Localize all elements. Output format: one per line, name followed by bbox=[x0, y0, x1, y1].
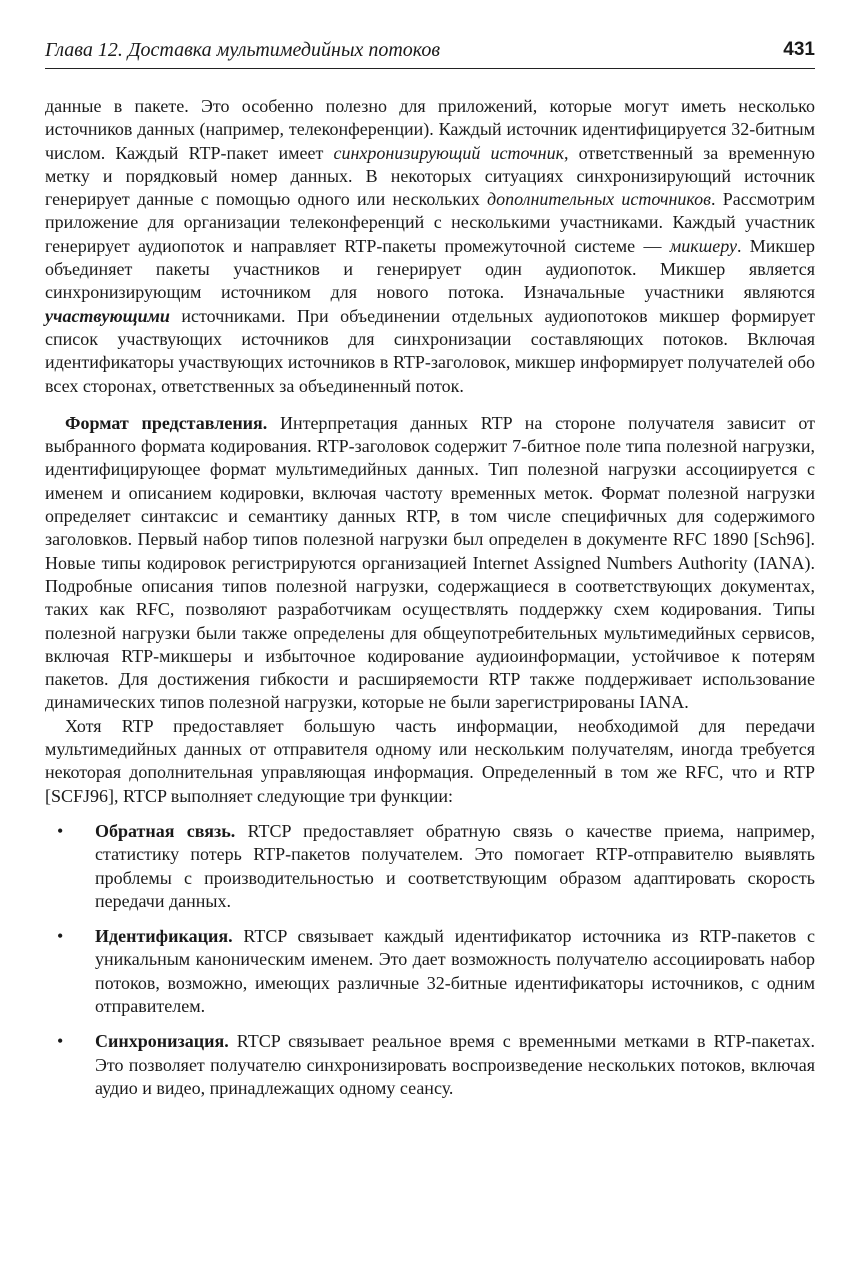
item-heading: Обратная связь. bbox=[95, 820, 236, 841]
term-mixer: микшеру bbox=[669, 235, 737, 256]
text-run: . Рассмотрим приложение для организации телеконференций с несколькими участниками. Каждый участник генерирует аудиопоток и направляет RTP-пакеты промежуточной системе — bbox=[45, 189, 815, 256]
page-body bbox=[45, 95, 815, 1100]
chapter-title: Глава 12. Доставка мультимедийных потоков bbox=[45, 39, 441, 61]
item-text: RTCP связывает реальное время с временными метками в RTP-пакетах. Это позволяет получателю синхронизировать воспроизведение нескольких потоков, включая аудио и видео, принадлежащих одному сеансу. bbox=[95, 1031, 815, 1098]
heading-format: Формат представления. bbox=[65, 412, 268, 433]
list-item bbox=[45, 820, 815, 913]
paragraph-rtcp bbox=[45, 715, 815, 808]
term-contributing: участвующими bbox=[45, 305, 170, 326]
paragraph-format bbox=[45, 412, 815, 715]
item-heading: Идентификация. bbox=[95, 926, 233, 947]
text-run: , ответственный за временную метку и порядковый номер данных. В некоторых ситуациях синхронизирующий источник генерирует данные с помощью одного или нескольких bbox=[45, 142, 815, 210]
rtcp-functions-list bbox=[45, 820, 815, 1100]
bullet-icon: • bbox=[57, 1031, 64, 1052]
text-run: . Микшер объединяет пакеты участников и генерирует один аудиопоток. Микшер является синхронизирующим источником для нового потока. Изначальные участники являются bbox=[45, 235, 815, 303]
bullet-icon: • bbox=[57, 820, 64, 841]
item-heading: Синхронизация. bbox=[95, 1031, 229, 1052]
text-run: Интерпретация данных RTP на стороне получателя зависит от выбранного формата кодирования. RTP-заголовок содержит 7-битное поле типа полезной нагрузки, идентифицирующее формат мультимедийных данных. Тип полезной нагрузки ассоциируется с именем и описанием кодировки, включая частоту временных меток. Формат полезной нагрузки определяет синтаксис и семантику данных RTP, в том числе специфичных для содержимого заголовков. Первый набор типов полезной нагрузки был определен в документе RFC 1890 [Sch96]. Новые типы кодировок регистрируются организацией Internet Assigned Numbers Authority (IANA). Подробные описания типов полезной нагрузки, содержащиеся в соответствующих документах, таких как RFC, позволяют разработчикам осуществлять поддержку схем кодирования. Типы полезной нагрузки были также определены для общеупотребительных мультимедийных сервисов, включая RTP-микшеры и избыточное кодирование аудиоинформации, устойчивое к потерям пакетов. Для достижения гибкости и расширяемости RTP также поддерживает использование динамических типов полезной нагрузки, которые не были зарегистрированы IANA. bbox=[45, 412, 815, 713]
list-item bbox=[45, 925, 815, 1018]
item-text: RTCP связывает каждый идентификатор источника из RTP-пакетов с уникальным каноническим именем. Это дает возможность получателю ассоциировать набор потоков, возможно, имеющих различные 32-битные идентификаторы источников, с одним отправителем. bbox=[95, 926, 815, 1016]
paragraph-sources bbox=[45, 95, 815, 398]
item-text: RTCP предоставляет обратную связь о качестве приема, например, статистику потерь RTP-пакетов получателем. Это помогает RTP-отправителю выявлять проблемы с производительностью и соответствующим образом адаптировать скорость передачи данных. bbox=[95, 820, 815, 911]
running-header bbox=[45, 38, 815, 69]
text-run: источниками. При объединении отдельных аудиопотоков микшер формирует список участвующих источников для синхронизации составляющих потоков. Включая идентификаторы участвующих источников в RTP-заголовок, микшер информирует получателей обо всех сторонах, ответственных за объединенный поток. bbox=[45, 305, 815, 396]
page-number: 431 bbox=[783, 39, 815, 60]
bullet-icon: • bbox=[57, 926, 64, 947]
term-extra-sources: дополнительных источников bbox=[487, 189, 711, 210]
book-page bbox=[45, 38, 815, 1112]
term-sync-source: синхронизирующий источник bbox=[333, 142, 564, 163]
text-run: данные в пакете. Это особенно полезно для приложений, которые могут иметь несколько источников данных (например, телеконференции). Каждый источник идентифицируется 32-битным числом. Каждый RTP-пакет имеет bbox=[45, 96, 815, 163]
list-item bbox=[45, 1030, 815, 1100]
text-run: Хотя RTP предоставляет большую часть информации, необходимой для передачи мультимедийных данных от отправителя одному или нескольким получателям, иногда требуется некоторая дополнительная управляющая информация. Определенный в том же RFC, что и RTP [SCFJ96], RTCP выполняет следующие три функции: bbox=[45, 715, 815, 806]
